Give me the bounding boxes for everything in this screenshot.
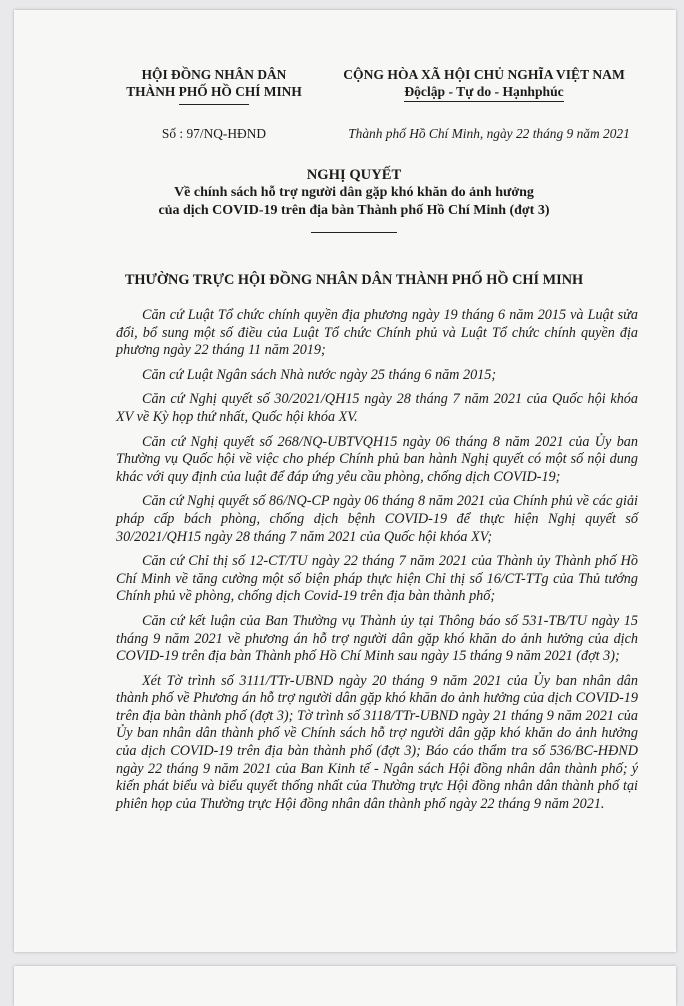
issuing-body-underline xyxy=(179,104,249,105)
title-divider xyxy=(311,232,397,233)
preamble-paragraph: Căn cứ Nghị quyết số 30/2021/QH15 ngày 28 tháng 7 năm 2021 của Quốc hội khóa XV về Kỳ họp thứ nhất, Quốc hội khóa XV. xyxy=(116,391,638,425)
title-main: NGHỊ QUYẾT xyxy=(306,167,402,183)
title-subject-line2: của dịch COVID-19 trên địa bàn Thành phố Hồ Chí Minh (đợt 3) xyxy=(158,203,550,218)
issuing-body-line2: THÀNH PHỐ HỒ CHÍ MINH xyxy=(126,84,302,99)
issuer-heading: THƯỜNG TRỰC HỘI ĐỒNG NHÂN DÂN THÀNH PHỐ HỒ CHÍ MINH xyxy=(124,272,584,288)
issuing-body-line1: HỘI ĐỒNG NHÂN DÂN xyxy=(141,67,287,82)
document-number: Số : 97/NQ-HĐND xyxy=(161,126,267,141)
preamble-paragraph: Xét Tờ trình số 3111/TTr-UBND ngày 20 tháng 9 năm 2021 của Ủy ban nhân dân thành phố về Phương án hỗ trợ người dân gặp khó khăn do ảnh hưởng của dịch COVID-19 trên địa bàn thành phố (đợt 3); Tờ trình số 3118/TTr-UBND ngày 21 tháng 9 năm 2021 của Ủy ban nhân dân thành phố về Chính sách hỗ trợ người dân gặp khó khăn do ảnh hưởng của dịch COVID-19 trên địa bàn thành phố (đợt 3); Báo cáo thẩm tra số 536/BC-HĐND ngày 22 tháng 9 năm 2021 của Ban Kinh tế - Ngân sách Hội đồng nhân dân thành phố; ý kiến phát biểu và biểu quyết thống nhất của Thường trực Hội đồng nhân dân thành phố tại phiên họp của Thường trực Hội đồng nhân dân thành phố ngày 22 tháng 9 năm 2021. xyxy=(116,672,638,812)
preamble-paragraph: Căn cứ kết luận của Ban Thường vụ Thành ủy tại Thông báo số 531-TB/TU ngày 15 tháng 9 năm 2021 về phương án hỗ trợ người dân gặp khó khăn do ảnh hưởng của dịch COVID-19 trên địa bàn Thành phố Hồ Chí Minh sau ngày 15 tháng 9 năm 2021 (đợt 3); xyxy=(116,612,638,665)
national-header xyxy=(314,66,654,102)
preamble-paragraph: Căn cứ Nghị quyết số 86/NQ-CP ngày 06 tháng 8 năm 2021 của Chính phủ về các giải pháp cấp bách phòng, chống dịch bệnh COVID-19 để thực hiện Nghị quyết số 30/2021/QH15 ngày 28 tháng 7 năm 2021 của Quốc hội khóa XV; xyxy=(116,493,638,545)
preamble-paragraph: Căn cứ Chỉ thị số 12-CT/TU ngày 22 tháng 7 năm 2021 của Thành ủy Thành phố Hồ Chí Minh về tăng cường một số biện pháp thực hiện Chỉ thị số 16/CT-TTg của Thủ tướng Chính phủ về phòng, chống dịch Covid-19 trên địa bàn thành phố; xyxy=(116,553,638,605)
preamble-paragraph: Căn cứ Nghị quyết số 268/NQ-UBTVQH15 ngày 06 tháng 8 năm 2021 của Ủy ban Thường vụ Quốc hội về việc cho phép Chính phủ ban hành Nghị quyết có một số nội dung khác với quy định của luật để đáp ứng yêu cầu phòng, chống dịch COVID-19; xyxy=(116,433,638,485)
next-page-edge xyxy=(14,966,676,1006)
resolution-title xyxy=(54,166,654,233)
national-title: CỘNG HÒA XÃ HỘI CHỦ NGHĨA VIỆT NAM xyxy=(343,67,625,82)
title-subject-line1: Về chính sách hỗ trợ người dân gặp khó khăn do ảnh hưởng xyxy=(174,185,534,200)
document-page xyxy=(14,10,676,952)
document-date: Thành phố Hồ Chí Minh, ngày 22 tháng 9 năm 2021 xyxy=(348,126,630,141)
preamble-body xyxy=(116,307,638,820)
issuing-body-header xyxy=(104,66,324,105)
preamble-paragraph: Căn cứ Luật Ngân sách Nhà nước ngày 25 tháng 6 năm 2015; xyxy=(142,366,497,383)
national-motto: Độclập - Tự do - Hạnhphúc xyxy=(404,83,563,102)
preamble-paragraph: Căn cứ Luật Tổ chức chính quyền địa phương ngày 19 tháng 6 năm 2015 và Luật sửa đổi, bổ sung một số điều của Luật Tổ chức Chính phủ và Luật Tổ chức chính quyền địa phương ngày 22 tháng 11 năm 2019; xyxy=(116,307,638,359)
